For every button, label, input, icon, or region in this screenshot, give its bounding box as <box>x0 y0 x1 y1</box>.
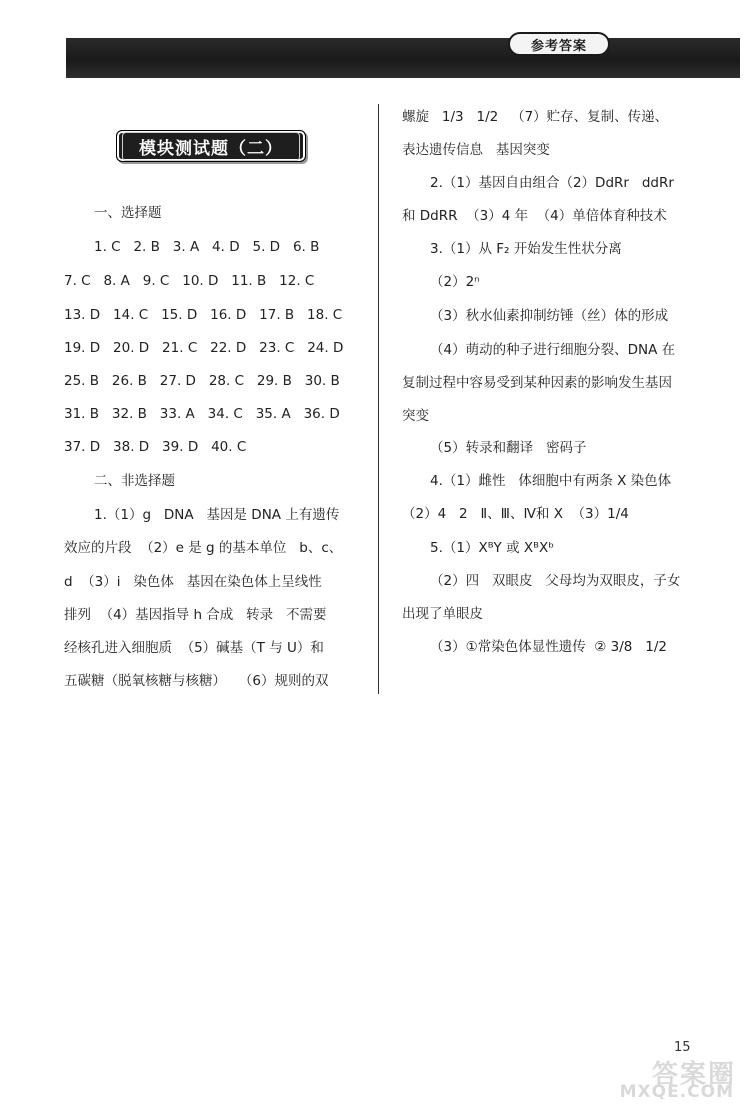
right-line: 表达遗传信息 基因突变 <box>402 142 550 158</box>
left-line: 37. D 38. D 39. D 40. C <box>64 439 247 455</box>
left-line: 31. B 32. B 33. A 34. C 35. A 36. D <box>64 406 340 422</box>
left-line: 19. D 20. D 21. C 22. D 23. C 24. D <box>64 340 344 356</box>
watermark-logo <box>608 1052 744 1108</box>
right-line: （2）4 2 Ⅱ、Ⅲ、Ⅳ和 X （3）1/4 <box>402 506 629 522</box>
left-line: 一、选择题 <box>94 205 162 221</box>
right-line: 4.（1）雌性 体细胞中有两条 X 染色体 <box>430 473 672 489</box>
right-line: （3）①常染色体显性遗传 ② 3/8 1/2 <box>430 639 667 655</box>
right-line: （5）转录和翻译 密码子 <box>430 440 587 456</box>
left-line: 经核孔进入细胞质 （5）碱基（T 与 U）和 <box>64 640 324 656</box>
left-line: 五碳糖（脱氧核糖与核糖） （6）规则的双 <box>64 673 329 689</box>
right-line: 出现了单眼皮 <box>402 606 483 622</box>
left-line: 1.（1）g DNA 基因是 DNA 上有遗传 <box>94 507 340 523</box>
section-title <box>116 130 306 162</box>
right-line: 螺旋 1/3 1/2 （7）贮存、复制、传递、 <box>402 109 669 125</box>
left-line: 效应的片段 （2）e 是 g 的基本单位 b、c、 <box>64 540 343 556</box>
section-title-text: 模块测试题（二） <box>122 132 300 161</box>
left-line: 7. C 8. A 9. C 10. D 11. B 12. C <box>64 273 315 289</box>
watermark-title: 答案圈 <box>651 1060 736 1090</box>
header-bar <box>66 38 740 78</box>
left-line: 25. B 26. B 27. D 28. C 29. B 30. B <box>64 373 340 389</box>
right-line: （4）萌动的种子进行细胞分裂、DNA 在 <box>430 342 676 358</box>
left-line: d （3）i 染色体 基因在染色体上呈线性 <box>64 574 322 590</box>
watermark-site: MXQE.COM <box>619 1082 734 1102</box>
right-line: 5.（1）XᴮY 或 XᴮXᵇ <box>430 540 554 556</box>
page-number: 15 <box>674 1040 691 1055</box>
right-line: （3）秋水仙素抑制纺锤（丝）体的形成 <box>430 308 669 324</box>
right-line: 和 DdRR （3）4 年 （4）单倍体育种技术 <box>402 208 667 224</box>
right-line: （2）2ⁿ <box>430 274 480 290</box>
right-line: 复制过程中容易受到某种因素的影响发生基因 <box>402 375 672 391</box>
right-line: （2）四 双眼皮 父母均为双眼皮，子女 <box>430 573 681 589</box>
left-line: 排列 （4）基因指导 h 合成 转录 不需要 <box>64 607 327 623</box>
left-line: 13. D 14. C 15. D 16. D 17. B 18. C <box>64 307 343 323</box>
column-divider <box>378 104 379 694</box>
header-tab: 参考答案 <box>508 32 610 56</box>
right-line: 突变 <box>402 408 429 424</box>
left-line: 1. C 2. B 3. A 4. D 5. D 6. B <box>94 239 320 255</box>
left-line: 二、非选择题 <box>94 473 175 489</box>
right-line: 2.（1）基因自由组合（2）DdRr ddRr <box>430 175 674 191</box>
right-line: 3.（1）从 F₂ 开始发生性状分离 <box>430 241 622 257</box>
